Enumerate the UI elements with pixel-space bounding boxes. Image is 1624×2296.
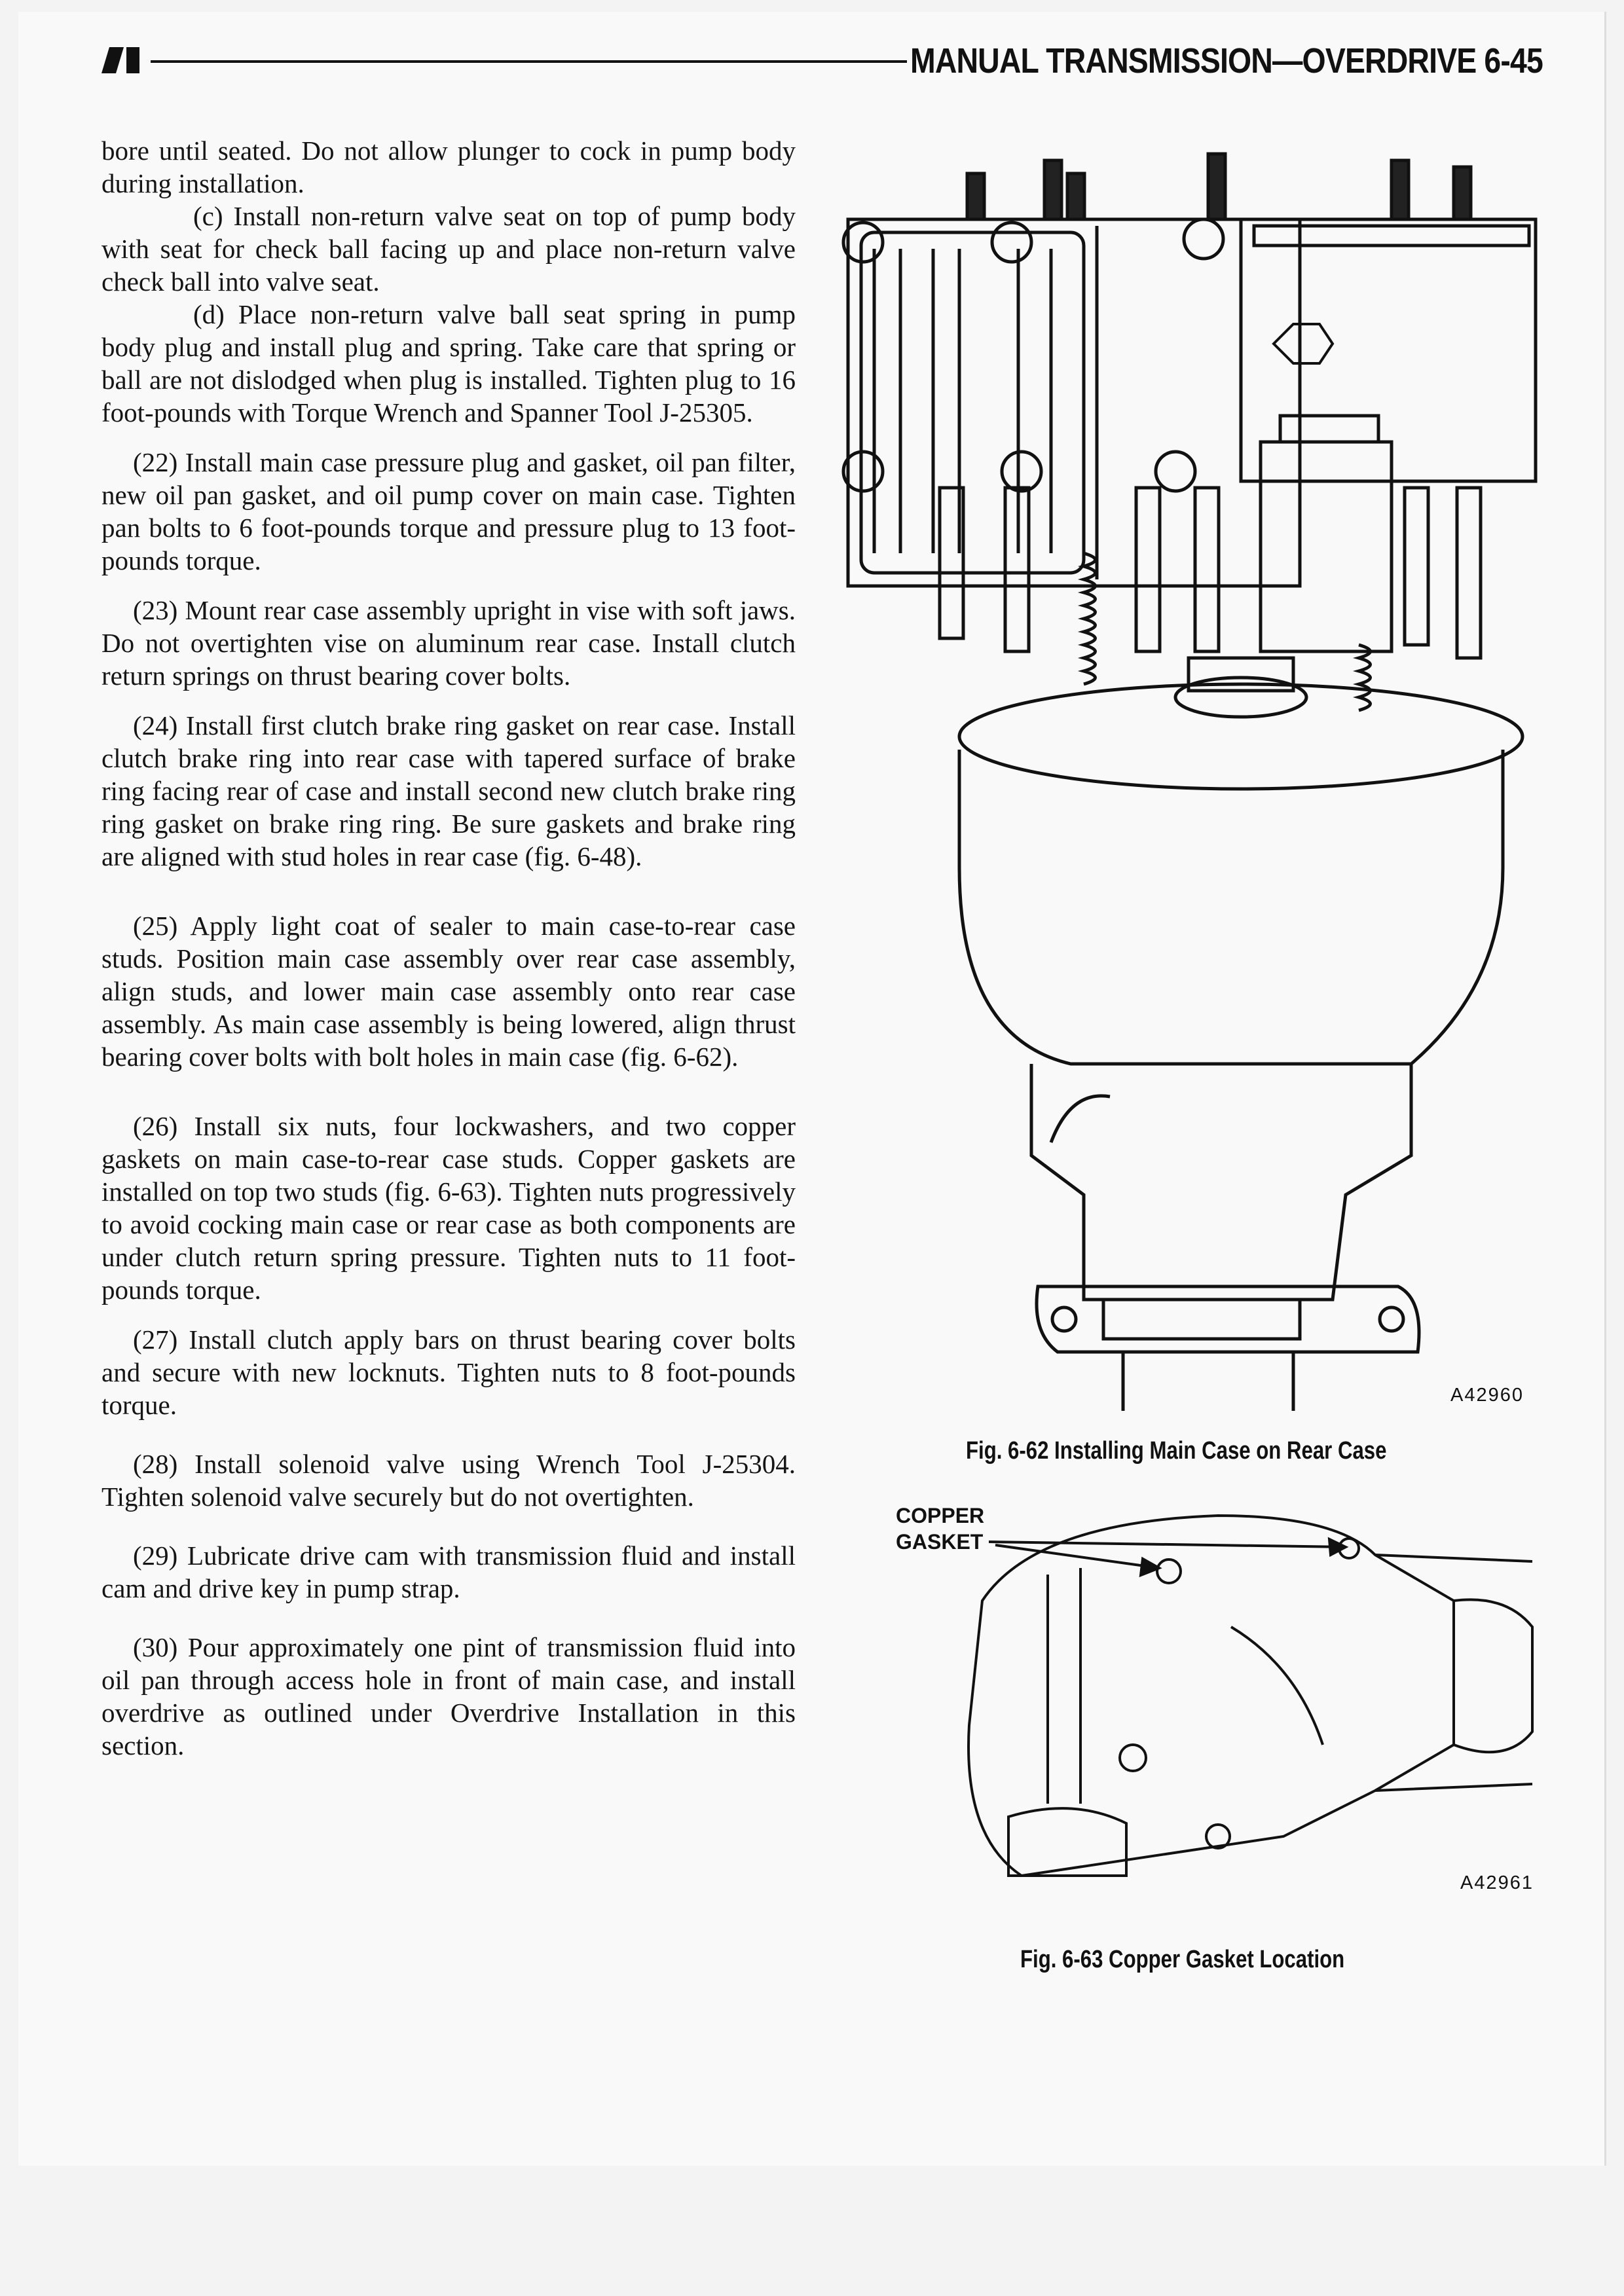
paragraph-step-27: (27) Install clutch apply bars on thrust bearing cover bolts and secure with new locknuts. Tighten nuts to 8 foot-pounds torque. [101, 1324, 796, 1420]
header-rule [151, 60, 907, 63]
paragraph-step-28: (28) Install solenoid valve using Wrench Tool J-25304. Tighten solenoid valve securely but do not overtighten. [101, 1449, 796, 1512]
paragraph-step-26: (26) Install six nuts, four lockwashers, and two copper gaskets on main case-to-rear case studs. Copper gaskets are installed on top two studs (fig. 6-63). Tighten nuts progressively to avoid cocking main case or rear case as both components are under clutch return spring pressure. Tighten nuts to 11 foot-pounds torque. [101, 1111, 796, 1305]
figure-code-a42961: A42961 [1460, 1872, 1534, 1893]
figure-6-63-caption: Fig. 6-63 Copper Gasket Location [1020, 1946, 1345, 1973]
page-header-title: MANUAL TRANSMISSION—OVERDRIVE 6-45 [910, 41, 1543, 81]
paragraph-step-30: (30) Pour approximately one pint of transmission fluid into oil pan through access hole in front of main case, and install overdrive as outlined under Overdrive Installation in this section. [101, 1632, 796, 1760]
paragraph-step-d: (d) Place non-return valve ball seat spring in pump body plug and install plug and spring. Take care that spring or ball are not dislodged when plug is installed. Tighten plug to 16 foot-pounds with Torque Wrench and Spanner Tool J-25305. [101, 299, 796, 428]
paragraph-step-29: (29) Lubricate drive cam with transmission fluid and install cam and drive key in pump strap. [101, 1540, 796, 1603]
overdrive-main-case-illustration [822, 134, 1555, 1411]
paragraph-step-23: (23) Mount rear case assembly upright in vise with soft jaws. Do not overtighten vise on aluminum rear case. Install clutch return springs on thrust bearing cover bolts. [101, 595, 796, 691]
paragraph-step-c: (c) Install non-return valve seat on top of pump body with seat for check ball facing up and place non-return valve check ball into valve seat. [101, 201, 796, 297]
figure-code-a42960: A42960 [1450, 1385, 1524, 1406]
amc-logo-mark [101, 47, 141, 73]
paragraph-step-22: (22) Install main case pressure plug and gasket, oil pan filter, new oil pan gasket, and oil pump cover on main case. Tighten pan bolts to 6 foot-pounds torque and pressure plug to 13 foot-pounds torque. [101, 447, 796, 575]
copper-gasket-callout: COPPER GASKET [896, 1504, 985, 1554]
paragraph-step-24: (24) Install first clutch brake ring gasket on rear case. Install clutch brake ring into rear case with tapered surface of brake ring facing rear of case and install second new clutch brake ring ring gasket on brake ring ring. Be sure gaskets and brake ring are aligned with stud holes in rear case (fig. 6-48). [101, 710, 796, 871]
body-text-column [101, 134, 796, 1779]
figure-6-62-caption: Fig. 6-62 Installing Main Case on Rear Case [966, 1437, 1387, 1465]
paragraph-continued: bore until seated. Do not allow plunger to cock in pump body during installation. [101, 136, 796, 198]
overdrive-case-gasket-illustration [877, 1496, 1539, 1902]
paragraph-step-25: (25) Apply light coat of sealer to main case-to-rear case studs. Position main case assembly over rear case assembly, align studs, and lower main case assembly onto rear case assembly. As main case assembly is being lowered, align thrust bearing cover bolts with bolt holes in main case (fig. 6-62). [101, 911, 796, 1072]
